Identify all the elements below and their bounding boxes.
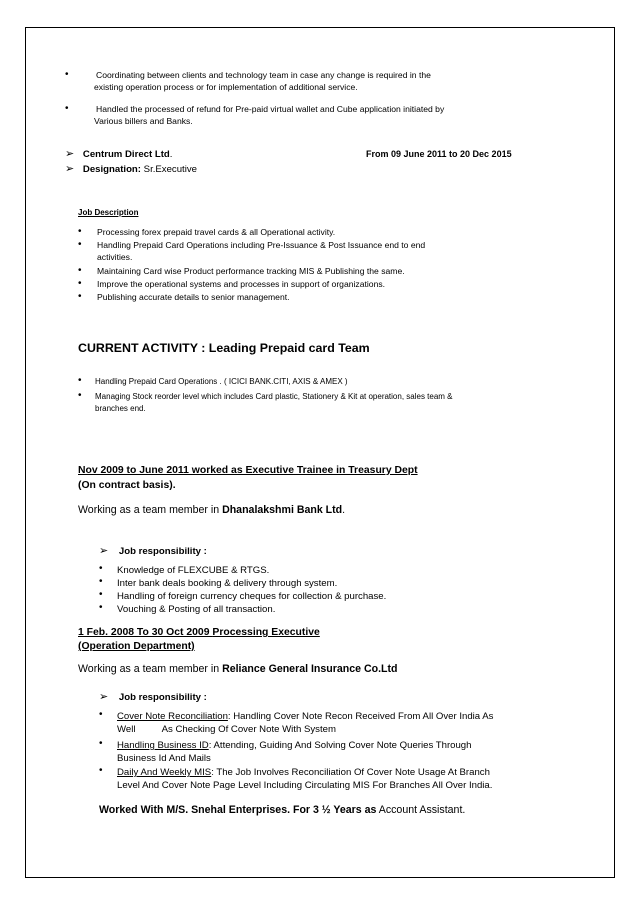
bullet-icon: • [78, 390, 82, 401]
list-item: Handling Prepaid Card Operations . ( ICICI BANK.CITI, AXIS & AMEX ) [95, 377, 348, 386]
arrow-bullet-icon: ➢ [99, 691, 109, 703]
section-subheading: (Operation Department) [78, 641, 195, 652]
company-line: ➢ Centrum Direct Ltd. [65, 148, 173, 160]
list-item: Maintaining Card wise Product performance tracking MIS & Publishing the same. [97, 266, 405, 276]
company-name: Centrum Direct Ltd [82, 149, 170, 160]
arrow-bullet-icon: ➢ [99, 545, 109, 557]
list-item: Publishing accurate details to senior management. [97, 292, 290, 302]
list-item: Handling Prepaid Card Operations including Pre-Issuance & Post Issuance end to end activities. [97, 240, 426, 262]
section-heading: Nov 2009 to June 2011 worked as Executive Trainee in Treasury Dept [78, 465, 418, 476]
bullet-icon: • [65, 103, 69, 114]
arrow-bullet-icon: ➢ [65, 148, 75, 160]
list-item: Vouching & Posting of all transaction. [117, 604, 276, 615]
bullet-icon: • [99, 589, 103, 600]
list-item: Coordinating between clients and technology team in case any change is required in the existing operation process or for implementation of additional service. [94, 70, 431, 92]
bullet-icon: • [78, 375, 82, 386]
bullet-icon: • [78, 226, 82, 237]
employment-dates: From 09 June 2011 to 20 Dec 2015 [366, 149, 512, 159]
working-line: Working as a team member in Reliance General Insurance Co.Ltd [78, 663, 398, 675]
bullet-icon: • [99, 738, 103, 749]
company-name: Reliance General Insurance Co.Ltd [222, 663, 398, 675]
list-item: Knowledge of FLEXCUBE & RTGS. [117, 565, 270, 576]
experience-line: Worked With M/S. Snehal Enterprises. For 3 ½ Years as Account Assistant. [99, 804, 466, 816]
list-item: Processing forex prepaid travel cards & all Operational activity. [97, 227, 336, 237]
list-item: Handling Business ID: Attending, Guiding And Solving Cover Note Queries Through Business Id And Mails [117, 740, 472, 764]
bullet-icon: • [78, 265, 82, 276]
current-activity-heading: CURRENT ACTIVITY : Leading Prepaid card Team [78, 341, 370, 355]
bullet-icon: • [99, 576, 103, 587]
responsibility-heading: ➢ Job responsibility : [99, 691, 207, 703]
arrow-bullet-icon: ➢ [65, 163, 75, 175]
list-item: Managing Stock reorder level which includes Card plastic, Stationery & Kit at operation, sales team & branches end. [95, 392, 453, 413]
section-heading: Job Description [78, 208, 139, 217]
bullet-icon: • [99, 563, 103, 574]
list-item: Inter bank deals booking & delivery through system. [117, 578, 338, 589]
list-item: Daily And Weekly MIS: The Job Involves Reconciliation Of Cover Note Usage At Branch Level And Cover Note Page Level Including Circulating MIS For Branches All Over India. [117, 767, 493, 791]
responsibility-heading: ➢ Job responsibility : [99, 545, 207, 557]
bullet-icon: • [99, 765, 103, 776]
bullet-icon: • [99, 709, 103, 720]
company-name: Dhanalakshmi Bank Ltd [222, 504, 343, 516]
bullet-icon: • [78, 278, 82, 289]
list-item: Improve the operational systems and processes in support of organizations. [97, 279, 386, 289]
bullet-icon: • [78, 291, 82, 302]
list-item: Cover Note Reconciliation: Handling Cover Note Recon Received From All Over India As Well As Checking Of Cover Note With System [117, 711, 494, 735]
bullet-icon: • [99, 602, 103, 613]
designation-line: ➢ Designation: Sr.Executive [65, 163, 197, 175]
list-item: Handled the processed of refund for Pre-paid virtual wallet and Cube application initiated by Various billers and Banks. [94, 104, 445, 126]
section-subheading: (On contract basis). [78, 480, 176, 491]
section-heading: 1 Feb. 2008 To 30 Oct 2009 Processing Executive [78, 627, 320, 638]
working-line: Working as a team member in Dhanalakshmi Bank Ltd. [78, 504, 346, 516]
bullet-icon: • [78, 239, 82, 250]
designation-value: Sr.Executive [141, 164, 197, 175]
list-item: Handling of foreign currency cheques for collection & purchase. [117, 591, 387, 602]
bullet-icon: • [65, 69, 69, 80]
